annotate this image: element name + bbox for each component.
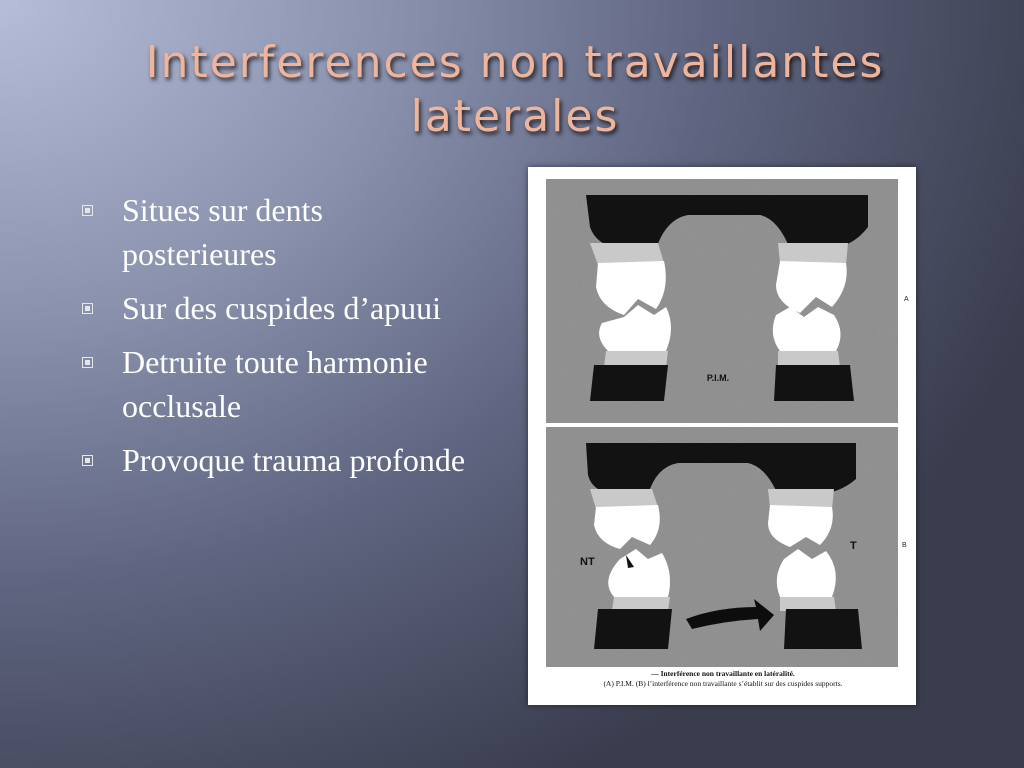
caption-line-2: (A) P.I.M. (B) l’interférence non travaillante s’établit sur des cuspides supports. <box>603 679 843 688</box>
bullet-text: Detruite toute harmonie occlusale <box>122 344 428 424</box>
slide-title: Interferences non travaillantes laterales <box>145 37 885 142</box>
square-bullet-icon <box>82 357 93 368</box>
lower-jaw-left-b <box>594 609 672 649</box>
bullet-item <box>82 188 482 276</box>
lower-gum-right-a <box>778 351 840 367</box>
panel-b-letter: B <box>902 542 907 549</box>
nt-label: NT <box>580 556 595 568</box>
lower-jaw-right-a <box>774 365 854 401</box>
bullet-item <box>82 340 482 428</box>
lower-jaw-left-a <box>590 365 668 401</box>
pim-label: P.I.M. <box>706 373 730 383</box>
lower-gum-left-b <box>612 597 670 611</box>
panel-b <box>546 427 907 667</box>
t-label: T <box>850 540 857 552</box>
dental-diagram <box>528 167 916 705</box>
bullet-list <box>82 188 482 492</box>
square-bullet-icon <box>82 303 93 314</box>
lower-jaw-right-b <box>784 609 862 649</box>
bullet-text: Sur des cuspides d’apuui <box>122 290 442 326</box>
lower-gum-left-a <box>604 351 668 367</box>
figure-caption <box>548 669 898 689</box>
bullet-item <box>82 438 482 482</box>
caption-line-1: — Interférence non travaillante en latéralité. <box>651 669 795 678</box>
bullet-item <box>82 286 482 330</box>
bullet-text: Provoque trauma profonde <box>122 442 466 478</box>
panel-a-letter: A <box>904 296 909 303</box>
square-bullet-icon <box>82 205 93 216</box>
dental-diagram-figure <box>528 167 916 705</box>
lower-gum-right-b <box>780 597 836 611</box>
bullet-text: Situes sur dents posterieures <box>122 192 323 272</box>
square-bullet-icon <box>82 455 93 466</box>
panel-a <box>546 179 909 423</box>
